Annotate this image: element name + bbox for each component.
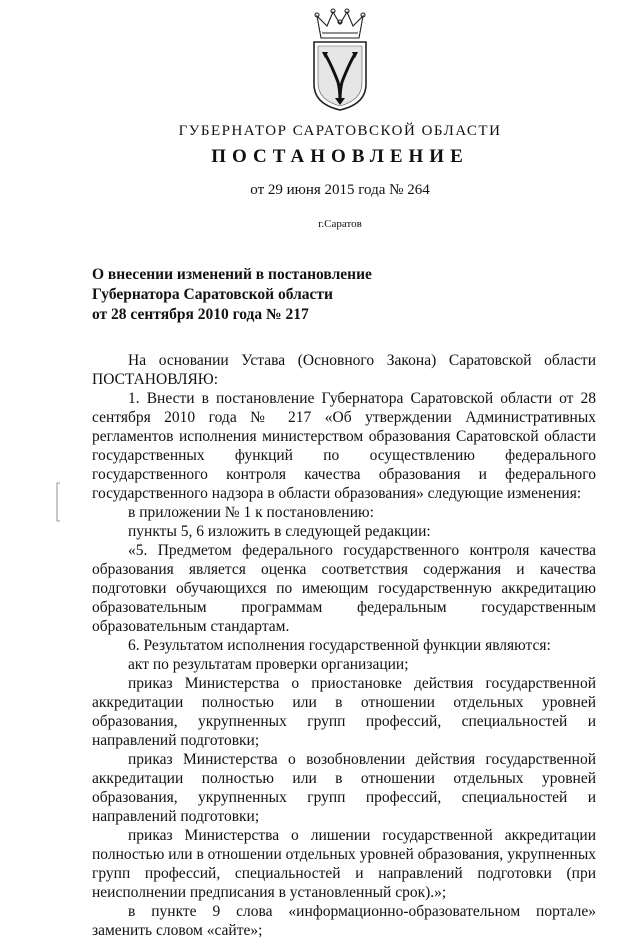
document-city: г.Саратов [318, 218, 362, 230]
body-paragraph: приказ Министерства о возобновлении действия государственной аккредитации полностью или в отношении отдельных уровней образования, укрупненных групп профессий, специальностей и направлений подготовки; [92, 751, 596, 825]
coat-of-arms-emblem [307, 8, 373, 112]
title-line: О внесении изменений в постановление [92, 266, 372, 283]
body-paragraph: 6. Результатом исполнения государственной функции являются: [128, 637, 551, 654]
document-type-heading: ПОСТАНОВЛЕНИЕ [211, 146, 469, 167]
document-date-number: от 29 июня 2015 года № 264 [250, 182, 430, 198]
body-paragraph: приказ Министерства о приостановке действия государственной аккредитации полностью или в отношении отдельных уровней образования, укрупненных групп профессий, специальностей и направлений подготовки; [92, 675, 596, 749]
margin-bracket-mark [54, 482, 62, 522]
body-paragraph: На основании Устава (Основного Закона) Саратовской области ПОСТАНОВЛЯЮ: [92, 352, 596, 388]
title-line: от 28 сентября 2010 года № 217 [92, 306, 309, 323]
body-paragraph: «5. Предметом федерального государственного контроля качества образования является оценка соответствия содержания и качества подготовки обучающихся по имеющим государственную аккредитацию образовательным программам федеральным государственным образовательным стандартам. [92, 542, 596, 635]
body-paragraph: акт по результатам проверки организации; [128, 656, 409, 673]
body-paragraph: приказ Министерства о лишении государственной аккредитации полностью или в отношении отдельных уровней образования, укрупненных групп профессий, специальностей и направлений подготовки (при неисполнении предписания в установленный срок).»; [92, 827, 596, 901]
body-paragraph: в приложении № 1 к постановлению: [128, 504, 374, 521]
body-paragraph: 1. Внести в постановление Губернатора Саратовской области от 28 сентября 2010 года № 217 «Об утверждении Административных регламентов исполнения министерством образования Саратовской области государственных функций по осуществлению федерального государственного контроля качества образования и федерального государственного надзора в области образования» следующие изменения: [92, 390, 596, 502]
body-paragraph: пункты 5, 6 изложить в следующей редакции: [128, 523, 431, 540]
body-paragraph: в пункте 9 слова «информационно-образовательном портале» заменить словом «сайте»; [92, 903, 596, 939]
document-title [92, 265, 492, 325]
document-body [92, 351, 596, 940]
issuing-authority: ГУБЕРНАТОР САРАТОВСКОЙ ОБЛАСТИ [178, 123, 502, 139]
title-line: Губернатора Саратовской области [92, 286, 333, 303]
